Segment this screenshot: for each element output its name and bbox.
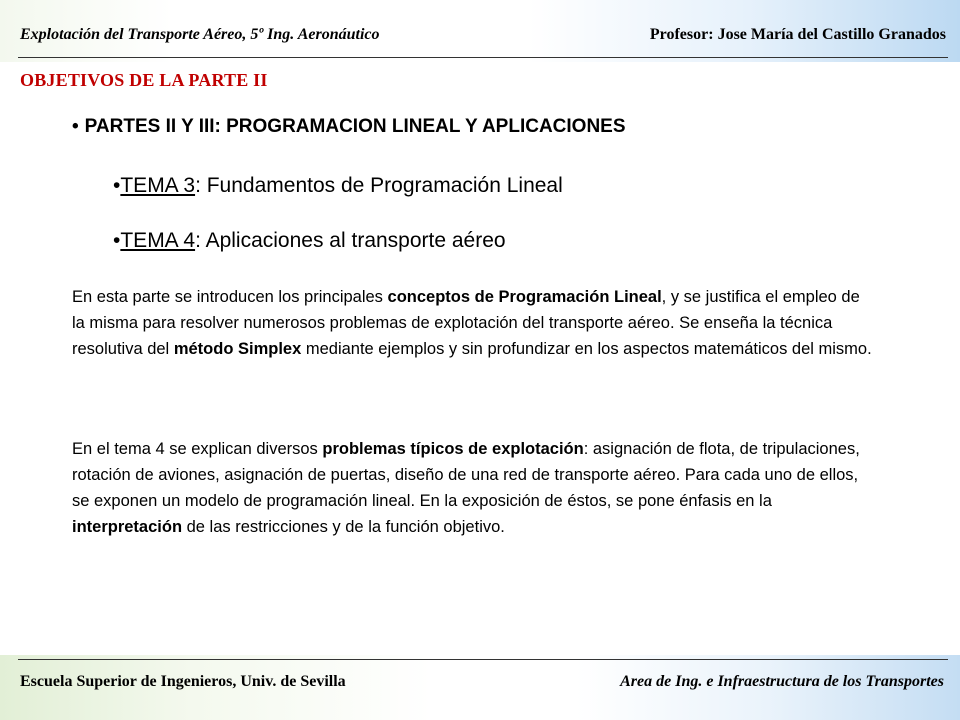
professor-name: Profesor: Jose María del Castillo Granados — [649, 26, 946, 43]
p1-text-3: mediante ejemplos y sin profundizar en los aspectos matemáticos del mismo. — [301, 340, 872, 358]
p2-text-2: : asignación de flota, de tripulaciones, rotación de aviones, asignación de puertas, diseño de una red de transporte aéreo. Para cada uno de ellos, se exponen un modelo de programación lineal. En la exposición de éstos, se pone énfasis en la — [72, 440, 860, 510]
main-bullet-text: PARTES II Y III: PROGRAMACION LINEAL Y APLICACIONES — [84, 116, 626, 137]
paragraph-tema4 — [72, 436, 872, 540]
footer-divider — [18, 659, 948, 660]
paragraph-intro — [72, 284, 872, 362]
p1-bold-2: método Simplex — [173, 340, 302, 358]
tema-4-text: : Aplicaciones al transporte aéreo — [195, 229, 506, 252]
p2-text-3: de las restricciones y de la función objetivo. — [182, 518, 505, 536]
header-divider — [18, 57, 948, 58]
tema-4-item: •TEMA 4: Aplicaciones al transporte aéreo — [113, 229, 506, 252]
tema-3-text: : Fundamentos de Programación Lineal — [195, 174, 563, 197]
section-title: OBJETIVOS DE LA PARTE II — [20, 70, 268, 90]
p2-text-1: En el tema 4 se explican diversos — [72, 440, 323, 458]
tema-3-item: •TEMA 3: Fundamentos de Programación Lineal — [113, 174, 563, 197]
tema-3-link[interactable]: TEMA 3 — [120, 174, 196, 197]
p1-text-2: , y se justifica el empleo de la misma para resolver numerosos problemas de explotación del transporte aéreo. Se enseña la técnica resolutiva del — [72, 288, 860, 358]
course-title: Explotación del Transporte Aéreo, 5º Ing. Aeronáutico — [20, 26, 380, 43]
bullet-icon: • — [72, 116, 79, 137]
p2-bold-1: problemas típicos de explotación — [322, 440, 584, 458]
main-bullet — [72, 116, 626, 138]
tema-4-link[interactable]: TEMA 4 — [120, 229, 196, 252]
p2-bold-2: interpretación — [72, 518, 183, 536]
p1-bold-1: conceptos de Programación Lineal — [387, 288, 662, 306]
p1-text-1: En esta parte se introducen los principales — [72, 288, 388, 306]
area-name: Area de Ing. e Infraestructura de los Transportes — [620, 673, 944, 690]
school-name: Escuela Superior de Ingenieros, Univ. de Sevilla — [20, 673, 346, 690]
